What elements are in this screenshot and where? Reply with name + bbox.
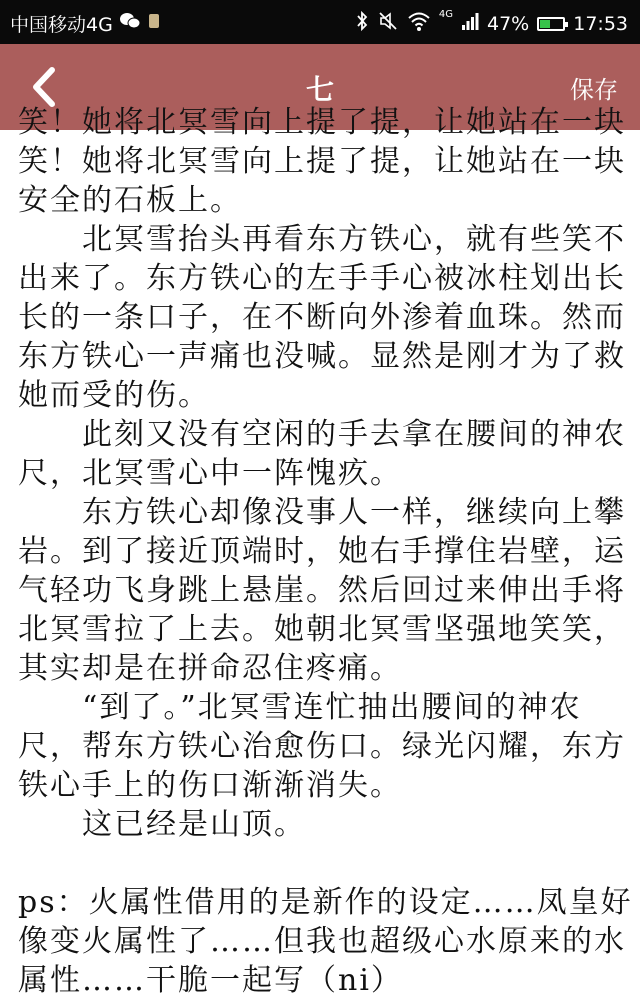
clipped-text-line: 笑！她将北冥雪向上提了提，让她站在一块	[18, 105, 626, 140]
bluetooth-icon	[355, 10, 369, 38]
battery-percent: 47%	[487, 13, 530, 35]
text-line: 北冥雪拉了上去。她朝北冥雪坚强地笑笑，	[18, 612, 626, 647]
text-line: 其实却是在拼命忍住疼痛。	[18, 651, 402, 686]
save-button[interactable]: 保存	[570, 76, 618, 104]
text-line: 像变火属性了……但我也超级心水原来的水	[18, 924, 626, 959]
mute-icon	[377, 10, 399, 38]
text-line: ps：火属性借用的是新作的设定……凤皇好	[18, 885, 633, 920]
text-line: 她而受的伤。	[18, 378, 210, 413]
text-line: 此刻又没有空闲的手去拿在腰间的神农	[18, 417, 626, 452]
carrier-label: 中国移动4G	[10, 14, 113, 36]
text-line: “到了。”北冥雪连忙抽出腰间的神农	[18, 690, 582, 725]
page-title: 七	[305, 73, 334, 106]
clock: 17:53	[573, 13, 628, 35]
text-line: 东方铁心却像没事人一样，继续向上攀	[18, 495, 626, 530]
text-line: 北冥雪抬头再看东方铁心，就有些笑不	[18, 222, 626, 257]
app-notification-icon	[147, 12, 161, 36]
text-line: 长的一条口子，在不断向外渗着血珠。然而	[18, 300, 626, 335]
text-line: 笑！她将北冥雪向上提了提，让她站在一块	[18, 144, 626, 179]
text-line: 出来了。东方铁心的左手手心被冰柱划出长	[18, 261, 626, 296]
text-line: 属性……干脆一起写（ni）	[18, 963, 403, 998]
text-line: 气轻功飞身跳上悬崖。然后回过来伸出手将	[18, 573, 626, 608]
status-right	[355, 10, 628, 38]
chapter-text[interactable]	[18, 105, 633, 1000]
status-left	[10, 10, 161, 37]
status-bar	[0, 0, 640, 44]
wifi-icon	[407, 10, 431, 38]
battery-level	[540, 20, 550, 28]
wechat-icon	[119, 12, 141, 36]
network-type: 4G	[438, 9, 453, 20]
editor-area[interactable]	[0, 105, 640, 998]
text-line: 铁心手上的伤口渐渐消失。	[18, 768, 402, 803]
text-line: 尺，北冥雪心中一阵愧疚。	[18, 456, 402, 491]
text-line: 这已经是山顶。	[18, 807, 306, 842]
text-line: 岩。到了接近顶端时，她右手撑住岩壁，运	[18, 534, 626, 569]
battery-icon	[537, 17, 565, 31]
text-line: 安全的石板上。	[18, 183, 242, 218]
text-line: 尺，帮东方铁心治愈伤口。绿光闪耀，东方	[18, 729, 626, 764]
blank-line	[18, 844, 626, 883]
signal-icon	[461, 11, 479, 37]
text-line: 东方铁心一声痛也没喊。显然是刚才为了救	[18, 339, 626, 374]
